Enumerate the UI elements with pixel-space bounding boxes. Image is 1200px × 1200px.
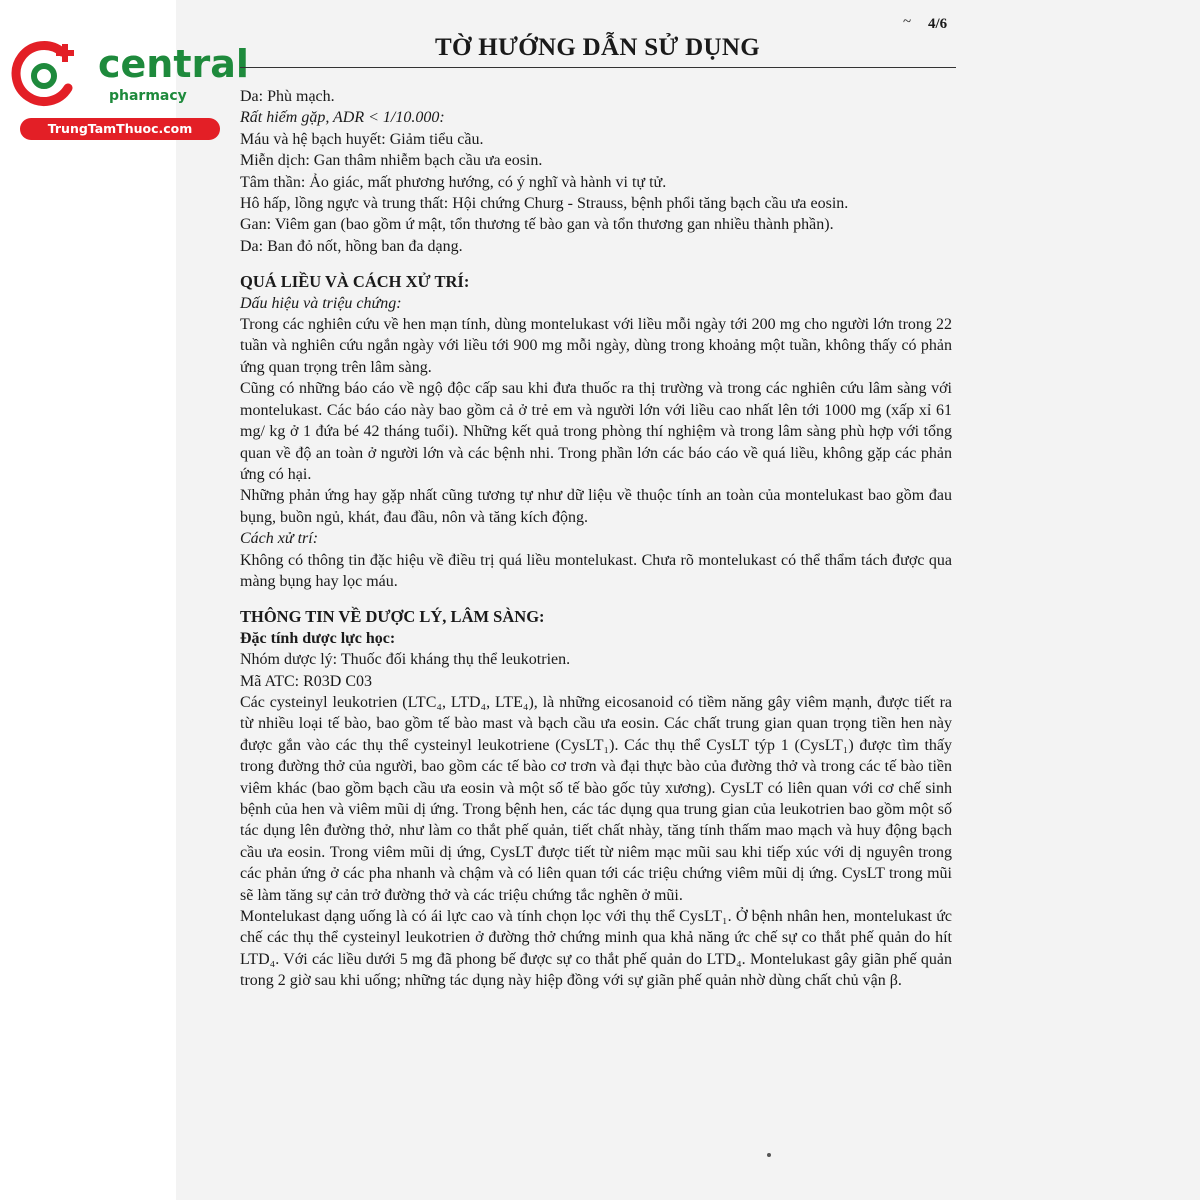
subheading: Đặc tính dược lực học: — [240, 629, 396, 647]
text-line: Gan: Viêm gan (bao gồm ứ mật, tổn thương tế bào gan và tổn thương gan nhiều thành phần). — [240, 216, 834, 234]
text-line: Da: Ban đỏ nốt, hồng ban đa dạng. — [240, 237, 463, 255]
scan-speck — [767, 1153, 771, 1157]
paragraph: Không có thông tin đặc hiệu về điều trị quá liều montelukast. Chưa rõ montelukast có thể thẩm tách được qua màng bụng hay lọc máu. — [240, 551, 952, 590]
pharmacy-cross-icon — [10, 38, 82, 110]
section-heading-pharmacology: THÔNG TIN VỀ DƯỢC LÝ, LÂM SÀNG: — [240, 607, 545, 627]
header-mark: ~ — [903, 14, 912, 30]
document-title: TỜ HƯỚNG DẪN SỬ DỤNG — [435, 34, 760, 61]
text-line: Nhóm dược lý: Thuốc đối kháng thụ thể leukotrien. — [240, 651, 571, 669]
text-line: Mã ATC: R03D C03 — [240, 672, 373, 690]
text-line: Máu và hệ bạch huyết: Giảm tiểu cầu. — [240, 130, 484, 148]
central-pharmacy-logo[interactable] — [10, 38, 249, 138]
logo-brand: central — [98, 42, 249, 86]
title-divider — [240, 67, 956, 68]
paragraph: Những phản ứng hay gặp nhất cũng tương tự như dữ liệu về thuộc tính an toàn của montelukast bao gồm đau bụng, buồn ngủ, khát, đau đầu, nôn và tăng kích động. — [240, 487, 952, 526]
logo-site-banner: TrungTamThuoc.com — [20, 118, 220, 140]
paragraph: Cũng có những báo cáo về ngộ độc cấp sau khi đưa thuốc ra thị trường và trong các nghiên cứu lâm sàng với montelukast. Các báo cáo này bao gồm cả ở trẻ em và người lớn với liều cao nhất lên tới 1000 mg (xấp xỉ 61 mg/ kg ở 1 đứa bé 42 tháng tuổi). Những kết quả trong phòng thí nghiệm và trong lâm sàng phù hợp với tổng quan về độ an toàn ở người lớn và các bệnh nhi. Trong phần lớn các báo cáo về quá liều, không gặp các phản ứng có hại. — [240, 380, 952, 483]
section-heading-overdose: QUÁ LIỀU VÀ CÁCH XỬ TRÍ: — [240, 272, 470, 292]
page-number: 4/6 — [928, 16, 948, 32]
text-line: Miễn dịch: Gan thâm nhiễm bạch cầu ưa eosin. — [240, 152, 543, 170]
document-body — [240, 86, 952, 992]
subheading: Cách xử trí: — [240, 530, 319, 548]
paragraph: Trong các nghiên cứu về hen mạn tính, dùng montelukast với liều mỗi ngày tới 200 mg cho người lớn trong 22 tuần và nghiên cứu ngắn ngày với liều tới 900 mg mỗi ngày, dùng trong khoảng một tuần, không thấy có phản ứng quan trọng trên lâm sàng. — [240, 316, 952, 376]
subheading: Rất hiếm gặp, ADR < 1/10.000: — [240, 109, 445, 127]
text-line: Hô hấp, lồng ngực và trung thất: Hội chứng Churg - Strauss, bệnh phổi tăng bạch cầu ưa eosin. — [240, 195, 849, 213]
text-line: Tâm thần: Ảo giác, mất phương hướng, có ý nghĩ và hành vi tự tử. — [240, 173, 667, 191]
subheading: Dấu hiệu và triệu chứng: — [240, 294, 402, 312]
text-line: Da: Phù mạch. — [240, 88, 335, 105]
logo-subtitle: pharmacy — [109, 88, 187, 104]
paragraph: Các cysteinyl leukotrien (LTC₄, LTD₄, LTE₄), là những eicosanoid có tiềm năng gây viêm mạnh, được tiết ra từ nhiều loại tế bào, bao gồm tế bào mast và bạch cầu ưa eosin. Các chất trung gian quan trọng tiền hen này được gắn vào các thụ thể cysteinyl leukotriene (CysLT₁). Các thụ thể CysLT týp 1 (CysLT₁) được tìm thấy trong đường thở của người, bao gồm các tế bào cơ trơn và đại thực bào của đường thở và trong các tế bào tiền viêm khác (bao gồm bạch cầu ưa eosin và một số tế bào gốc tủy xương). CysLT có liên quan với cơ chế sinh bệnh của hen và viêm mũi dị ứng. Trong bệnh hen, các tác dụng qua trung gian của leukotrien bao gồm một số tác dụng lên đường thở, như làm co thắt phế quản, tiết chất nhày, tăng tính thấm mao mạch và huy động bạch cầu ưa eosin. Trong viêm mũi dị ứng, CysLT được tiết từ niêm mạc mũi sau khi tiếp xúc với dị nguyên trong các phản ứng ở các pha nhanh và chậm và có liên quan tới các triệu chứng viêm mũi dị ứng. CysLT trong mũi sẽ làm tăng sự cản trở đường thở và các triệu chứng tắc nghẽn ở mũi. — [240, 693, 952, 904]
paragraph: Montelukast dạng uống là có ái lực cao và tính chọn lọc với thụ thể CysLT₁. Ở bệnh nhân hen, montelukast ức chế các thụ thể cysteinyl leukotrien ở đường thở chứng minh qua khả năng ức chế sự co thắt phế quản do hít LTD₄. Với các liều dưới 5 mg đã phong bế được sự co thắt phế quản do LTD₄. Montelukast gây giãn phế quản trong 2 giờ sau khi uống; những tác dụng này hiệp đồng với sự giãn phế quản nhờ dùng chất chủ vận β. — [240, 908, 952, 990]
